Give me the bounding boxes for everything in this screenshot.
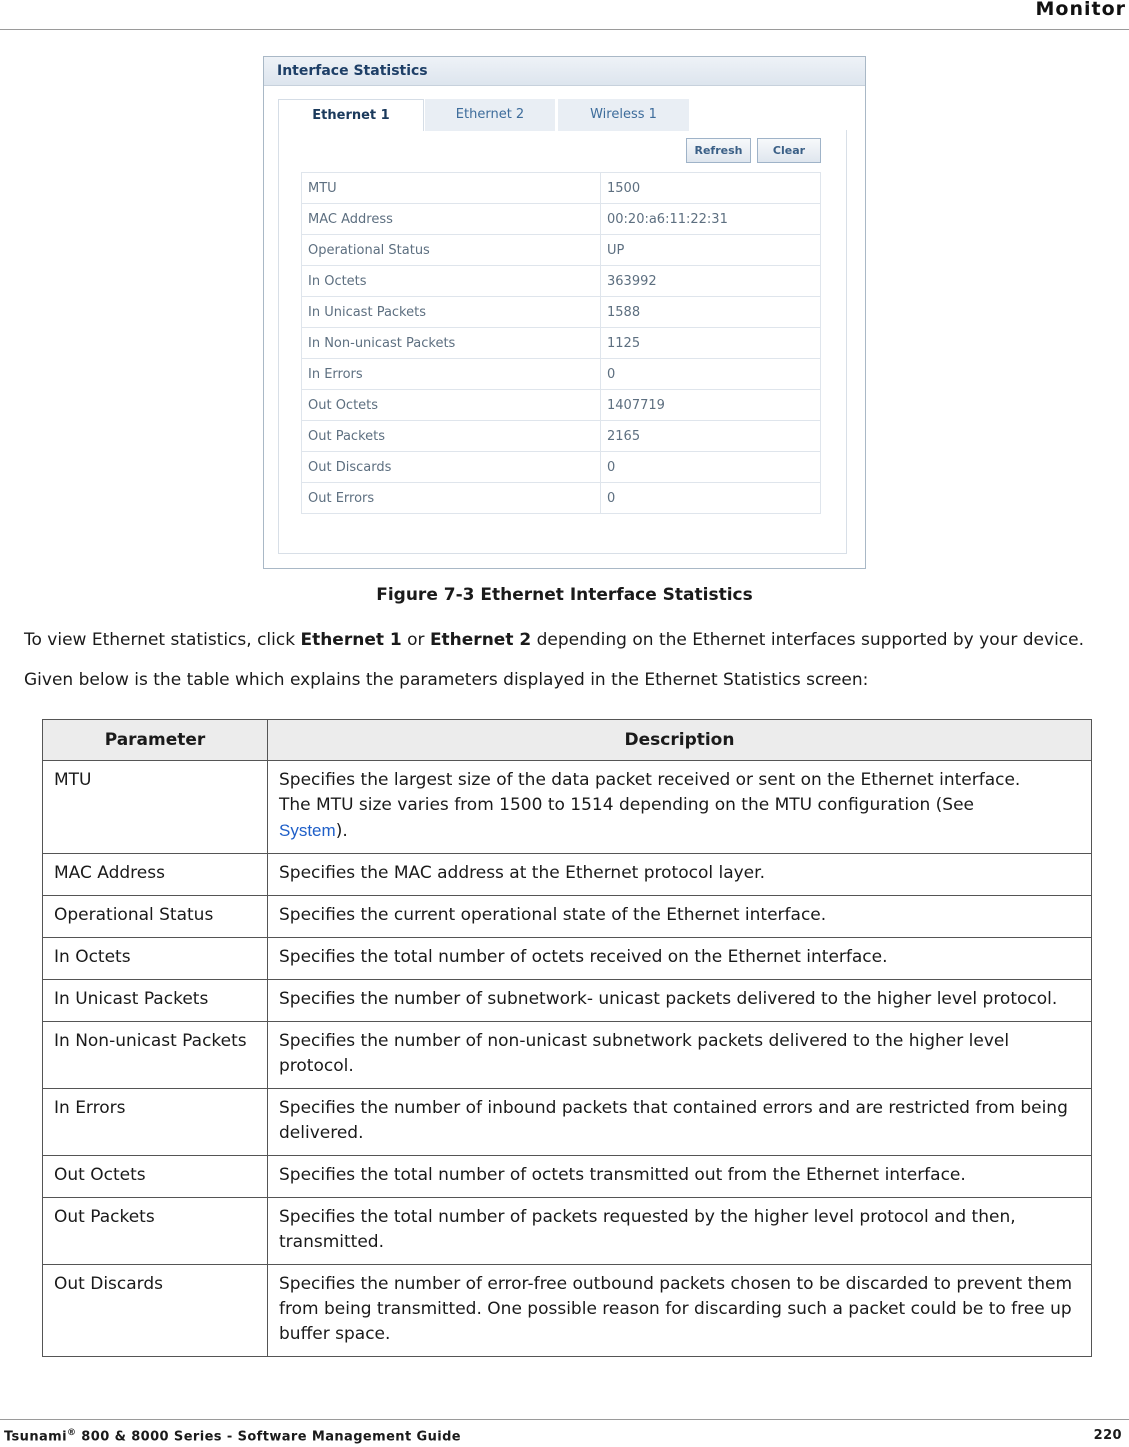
parameter-cell: In Octets [43, 938, 268, 980]
stats-row [302, 421, 821, 452]
tab-wireless-1[interactable]: Wireless 1 [558, 99, 689, 131]
stat-label: In Non-unicast Packets [302, 328, 601, 359]
stat-value: 0 [601, 483, 821, 514]
table-row [43, 1089, 1092, 1156]
stats-row [302, 204, 821, 235]
stats-row [302, 390, 821, 421]
parameter-header: Parameter [43, 720, 268, 761]
table-row [43, 854, 1092, 896]
figure-caption: Figure 7-3 Ethernet Interface Statistics [376, 585, 753, 605]
registered-mark: ® [66, 1428, 77, 1438]
parameter-cell: In Errors [43, 1089, 268, 1156]
mtu-description-end: ). [335, 821, 348, 841]
stats-row [302, 266, 821, 297]
stat-value: 1125 [601, 328, 821, 359]
table-row [43, 1198, 1092, 1265]
intro-paragraph [24, 630, 1084, 650]
stat-value: UP [601, 235, 821, 266]
document-title [4, 1428, 461, 1444]
description-cell: Specifies the total number of octets received on the Ethernet interface. [268, 938, 1092, 980]
stat-label: In Errors [302, 359, 601, 390]
description-cell: Specifies the number of non-unicast subnetwork packets delivered to the higher level protocol. [268, 1022, 1092, 1089]
description-cell: Specifies the total number of packets requested by the higher level protocol and then, transmitted. [268, 1198, 1092, 1265]
guide-title: 800 & 8000 Series - Software Management Guide [76, 1429, 462, 1445]
running-footer [0, 1419, 1129, 1447]
stat-label: Out Octets [302, 390, 601, 421]
description-header: Description [268, 720, 1092, 761]
mtu-description-line2: The MTU size varies from 1500 to 1514 depending on the MTU configuration (See [279, 795, 975, 815]
table-header-row [43, 720, 1092, 761]
table-row [43, 1265, 1092, 1357]
stats-row [302, 235, 821, 266]
stat-label: MAC Address [302, 204, 601, 235]
intro-text: To view Ethernet statistics, click [24, 630, 301, 650]
description-cell: Specifies the MAC address at the Ethernet protocol layer. [268, 854, 1092, 896]
stats-row [302, 297, 821, 328]
stats-row [302, 359, 821, 390]
stat-value: 1500 [601, 173, 821, 204]
parameter-cell: MTU [43, 761, 268, 854]
mtu-description-line1: Specifies the largest size of the data packet received or sent on the Ethernet interface. [279, 770, 1021, 790]
description-cell: Specifies the number of inbound packets that contained errors and are restricted from being delivered. [268, 1089, 1092, 1156]
table-row [43, 938, 1092, 980]
refresh-button[interactable]: Refresh [686, 138, 751, 163]
page-number: 220 [1093, 1428, 1122, 1443]
stats-row [302, 173, 821, 204]
stat-value: 0 [601, 452, 821, 483]
panel-title: Interface Statistics [264, 57, 865, 86]
stat-label: Operational Status [302, 235, 601, 266]
description-cell: Specifies the current operational state of the Ethernet interface. [268, 896, 1092, 938]
stats-row [302, 452, 821, 483]
stat-value: 2165 [601, 421, 821, 452]
stat-value: 00:20:a6:11:22:31 [601, 204, 821, 235]
system-link[interactable]: System [279, 821, 336, 840]
section-title: Monitor [1035, 0, 1126, 20]
stat-label: Out Packets [302, 421, 601, 452]
table-row [43, 980, 1092, 1022]
stats-row [302, 483, 821, 514]
stat-label: In Octets [302, 266, 601, 297]
stat-value: 1588 [601, 297, 821, 328]
parameter-cell: Out Packets [43, 1198, 268, 1265]
intro-text-or: or [401, 630, 430, 650]
stat-label: In Unicast Packets [302, 297, 601, 328]
description-cell: Specifies the total number of octets transmitted out from the Ethernet interface. [268, 1156, 1092, 1198]
ethernet-2-ref: Ethernet 2 [429, 630, 532, 650]
table-row [43, 1156, 1092, 1198]
clear-button[interactable]: Clear [757, 138, 821, 163]
table-row [43, 761, 1092, 854]
parameter-table [42, 719, 1092, 1357]
parameter-cell: Out Octets [43, 1156, 268, 1198]
stat-value: 1407719 [601, 390, 821, 421]
stat-value: 363992 [601, 266, 821, 297]
parameter-cell: MAC Address [43, 854, 268, 896]
tab-ethernet-2[interactable]: Ethernet 2 [425, 99, 555, 131]
stat-label: Out Errors [302, 483, 601, 514]
table-row [43, 896, 1092, 938]
ethernet-1-ref: Ethernet 1 [300, 630, 402, 650]
parameter-cell: Out Discards [43, 1265, 268, 1357]
stat-label: MTU [302, 173, 601, 204]
stats-row [302, 328, 821, 359]
parameter-cell: In Unicast Packets [43, 980, 268, 1022]
running-header [0, 0, 1129, 30]
description-cell: Specifies the number of subnetwork- unicast packets delivered to the higher level protocol. [268, 980, 1092, 1022]
parameter-cell: Operational Status [43, 896, 268, 938]
description-cell: Specifies the number of error-free outbound packets chosen to be discarded to prevent them from being transmitted. One possible reason for discarding such a packet could be to free up buffer space. [268, 1265, 1092, 1357]
stat-value: 0 [601, 359, 821, 390]
brand-name: Tsunami [4, 1429, 67, 1445]
description-cell [268, 761, 1092, 854]
table-intro-paragraph: Given below is the table which explains the parameters displayed in the Ethernet Statistics screen: [24, 670, 869, 690]
stats-table [301, 172, 821, 514]
stat-label: Out Discards [302, 452, 601, 483]
table-row [43, 1022, 1092, 1089]
intro-text-end: depending on the Ethernet interfaces supported by your device. [531, 630, 1085, 650]
parameter-cell: In Non-unicast Packets [43, 1022, 268, 1089]
tab-ethernet-1[interactable]: Ethernet 1 [278, 99, 424, 131]
interface-statistics-screenshot [263, 56, 866, 569]
